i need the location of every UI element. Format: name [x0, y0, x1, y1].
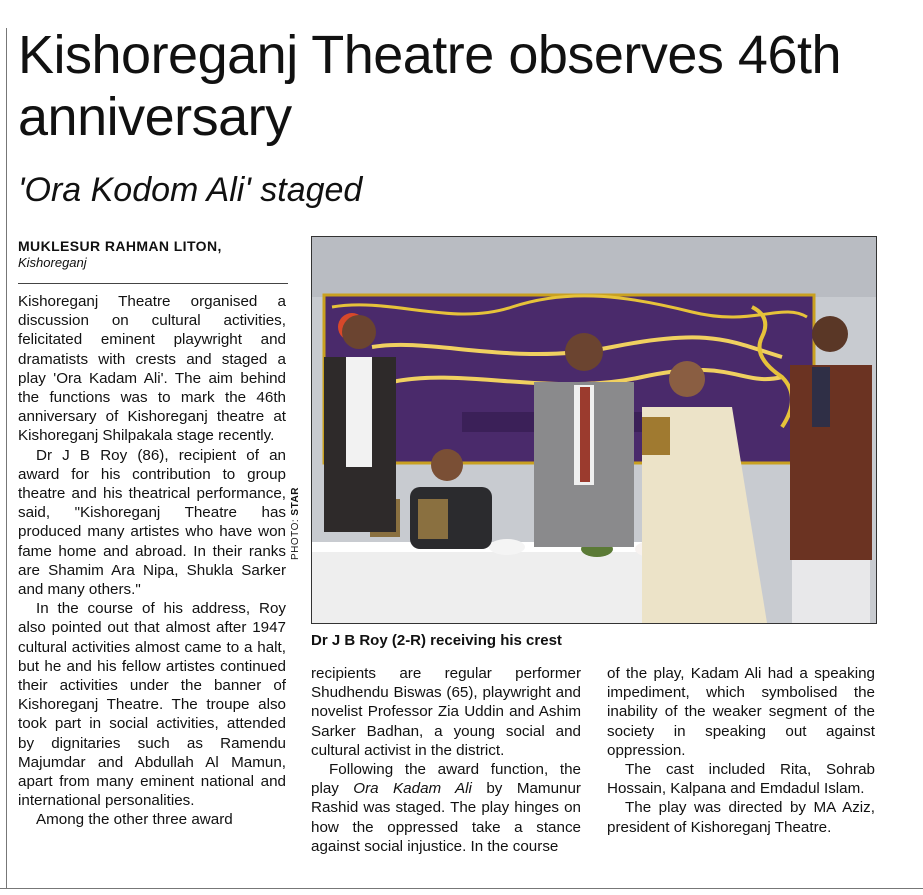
paragraph: recipients are regular performer Shudhendu Biswas (65), playwright and novelist Professor Zia Uddin and Ashim Sarker Badhan, a young social and cultural activist in the district. — [311, 665, 581, 759]
paragraph: Following the award function, the play Ora Kadam Ali by Mamunur Rashid was staged. The play hinges on how the oppressed take a stance against social injustice. In the course — [311, 761, 581, 855]
byline-location: Kishoreganj — [18, 255, 87, 270]
byline-author: MUKLESUR RAHMAN LITON, — [18, 238, 222, 254]
subheadline: 'Ora Kodom Ali' staged — [18, 171, 363, 209]
paragraph: The play was directed by MA Aziz, president of Kishoreganj Theatre. — [607, 799, 875, 836]
article-column-3 — [607, 664, 875, 837]
paragraph: In the course of his address, Roy also pointed out that almost after 1947 cultural activities almost came to a halt, but he and his fellow artistes continued their activities under the banner of Kishoreganj Theatre. The troupe also took part in social activities, attended by dignitaries such as Ramendu Majumdar and Abdullah Al Mamun, apart from many eminent national and international personalities. — [18, 600, 286, 810]
paragraph: Kishoreganj Theatre organised a discussion on cultural activities, felicitated eminent playwright and dramatists with crests and staged a play 'Ora Kadam Ali'. The aim behind the functions was to mark the 46th anniversary of Kishoreganj theatre at Kishoreganj Shilpakala stage recently. — [18, 293, 286, 445]
headline: Kishoreganj Theatre observes 46th anniversary — [18, 25, 842, 147]
paragraph: The cast included Rita, Sohrab Hossain, Kalpana and Emdadul Islam. — [607, 761, 875, 798]
article-column-2 — [311, 664, 581, 856]
left-column-rule — [6, 28, 7, 888]
play-title: Ora Kadam Ali — [353, 780, 472, 798]
paragraph: of the play, Kadam Ali had a speaking impediment, which symbolised the inability of the weaker segment of the society in speaking out against oppression. — [607, 665, 875, 759]
article-column-1 — [18, 292, 286, 830]
bottom-rule — [0, 888, 923, 889]
byline-rule — [18, 283, 288, 284]
paragraph: Among the other three award — [36, 811, 233, 829]
news-photo — [311, 236, 877, 624]
byline — [18, 238, 288, 270]
photo-credit: PHOTO: STAR — [290, 487, 301, 560]
photo-caption: Dr J B Roy (2-R) receiving his crest — [311, 632, 562, 649]
paragraph: Dr J B Roy (86), recipient of an award for his contribution to group theatre and his theatrical performance, said, "Kishoreganj Theatre has produced many artistes who have won fame home and abroad. In their ranks are Shamim Ara Nipa, Shukla Sarker and many others." — [18, 446, 286, 599]
photo-illustration — [312, 237, 876, 623]
